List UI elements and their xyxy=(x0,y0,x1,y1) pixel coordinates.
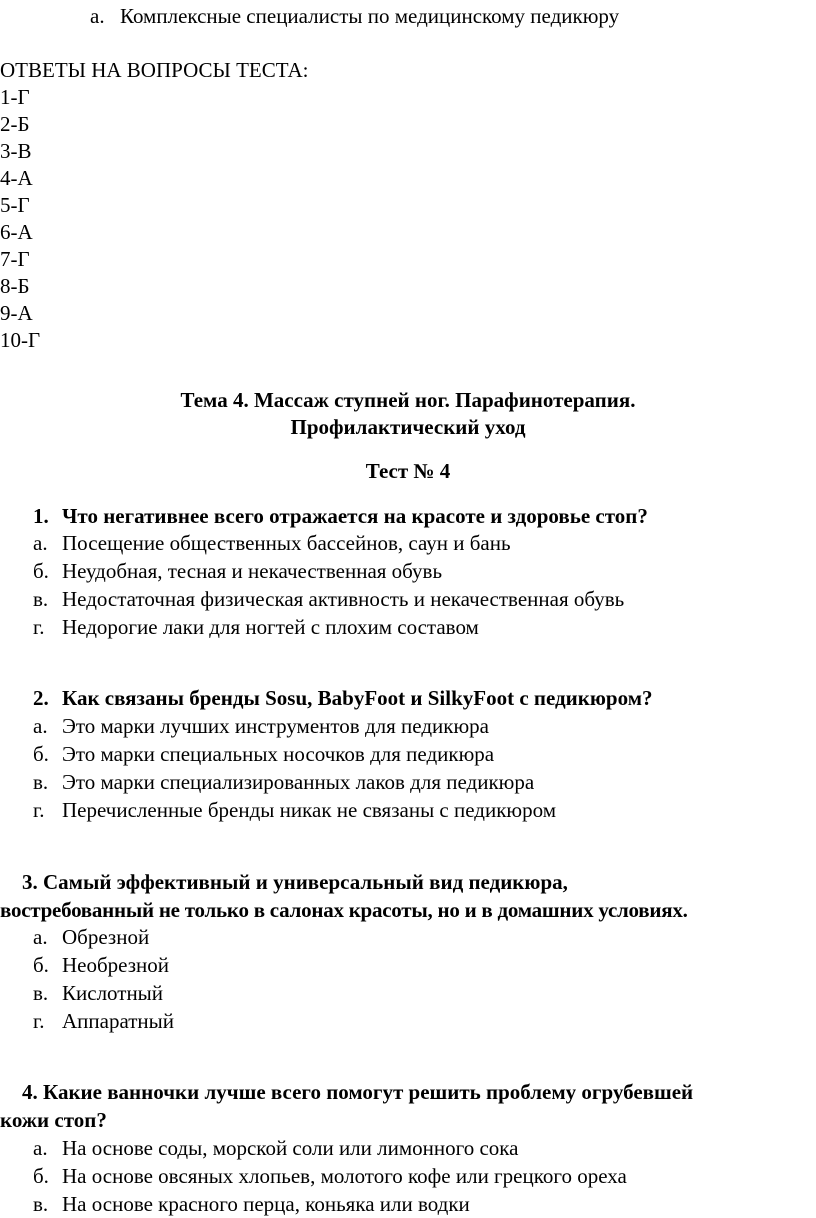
option-text: Перечисленные бренды никак не связаны с педикюром xyxy=(62,798,556,822)
option-text: Посещение общественных бассейнов, саун и бань xyxy=(62,531,511,555)
option-text: На основе овсяных хлопьев, молотого кофе или грецкого ореха xyxy=(62,1164,627,1188)
option-text: Неудобная, тесная и некачественная обувь xyxy=(62,559,443,583)
option-marker: в. xyxy=(33,587,49,611)
answer-item: 6-А xyxy=(0,220,33,244)
option-marker: а. xyxy=(33,925,48,949)
answer-item: 2-Б xyxy=(0,112,30,136)
option-marker: в. xyxy=(33,1192,49,1216)
option-text: Это марки лучших инструментов для педикюра xyxy=(62,714,489,738)
question-4-line2: кожи стоп? xyxy=(0,1108,107,1132)
answer-item: 1-Г xyxy=(0,85,30,109)
option-marker: в. xyxy=(33,981,49,1005)
option-text: Обрезной xyxy=(62,925,150,949)
answer-item: 7-Г xyxy=(0,247,30,271)
answers-heading: ОТВЕТЫ НА ВОПРОСЫ ТЕСТА: xyxy=(0,58,309,82)
option-text: Недорогие лаки для ногтей с плохим составом xyxy=(62,615,479,639)
answer-item: 5-Г xyxy=(0,193,30,217)
topic-title-line2: Профилактический уход xyxy=(290,415,526,439)
option-marker: б. xyxy=(33,953,49,977)
option-text: Кислотный xyxy=(62,981,164,1005)
option-marker: б. xyxy=(33,559,49,583)
question-text: Как связаны бренды Sosu, BabyFoot и SilkyFoot с педикюром? xyxy=(62,686,653,710)
question-text: Что негативнее всего отражается на красоте и здоровье стоп? xyxy=(62,504,648,528)
option-marker: г. xyxy=(33,615,45,639)
option-marker: б. xyxy=(33,1164,49,1188)
question-number: 2. xyxy=(33,686,49,710)
question-3-line1: 3. Самый эффективный и универсальный вид педикюра, xyxy=(22,870,568,894)
option-marker: б. xyxy=(33,742,49,766)
topic-title-line1: Тема 4. Массаж ступней ног. Парафинотерапия. xyxy=(180,388,636,412)
answer-item: 10-Г xyxy=(0,328,41,352)
option-marker: г. xyxy=(33,798,45,822)
answer-item: 4-А xyxy=(0,166,33,190)
option-text: Необрезной xyxy=(62,953,170,977)
option-text: Комплексные специалисты по медицинскому педикюру xyxy=(120,4,620,28)
option-text: На основе красного перца, коньяка или водки xyxy=(62,1192,470,1216)
answer-item: 3-В xyxy=(0,139,32,163)
test-title: Тест № 4 xyxy=(365,459,451,483)
option-text: Недостаточная физическая активность и некачественная обувь xyxy=(62,587,625,611)
option-text: Аппаратный xyxy=(62,1009,175,1033)
option-text: На основе соды, морской соли или лимонного сока xyxy=(62,1136,519,1160)
question-4-line1: 4. Какие ванночки лучше всего помогут решить проблему огрубевшей xyxy=(22,1080,694,1104)
option-marker: г. xyxy=(33,1009,45,1033)
option-text: Это марки специальных носочков для педикюра xyxy=(62,742,495,766)
answer-item: 9-А xyxy=(0,301,33,325)
option-marker: а. xyxy=(90,4,105,28)
option-marker: а. xyxy=(33,1136,48,1160)
answer-item: 8-Б xyxy=(0,274,30,298)
option-marker: в. xyxy=(33,770,49,794)
question-3-line2: востребованный не только в салонах красоты, но и в домашних условиях. xyxy=(0,898,688,922)
question-number: 1. xyxy=(33,504,49,528)
option-text: Это марки специализированных лаков для педикюра xyxy=(62,770,535,794)
option-marker: а. xyxy=(33,531,48,555)
option-marker: а. xyxy=(33,714,48,738)
